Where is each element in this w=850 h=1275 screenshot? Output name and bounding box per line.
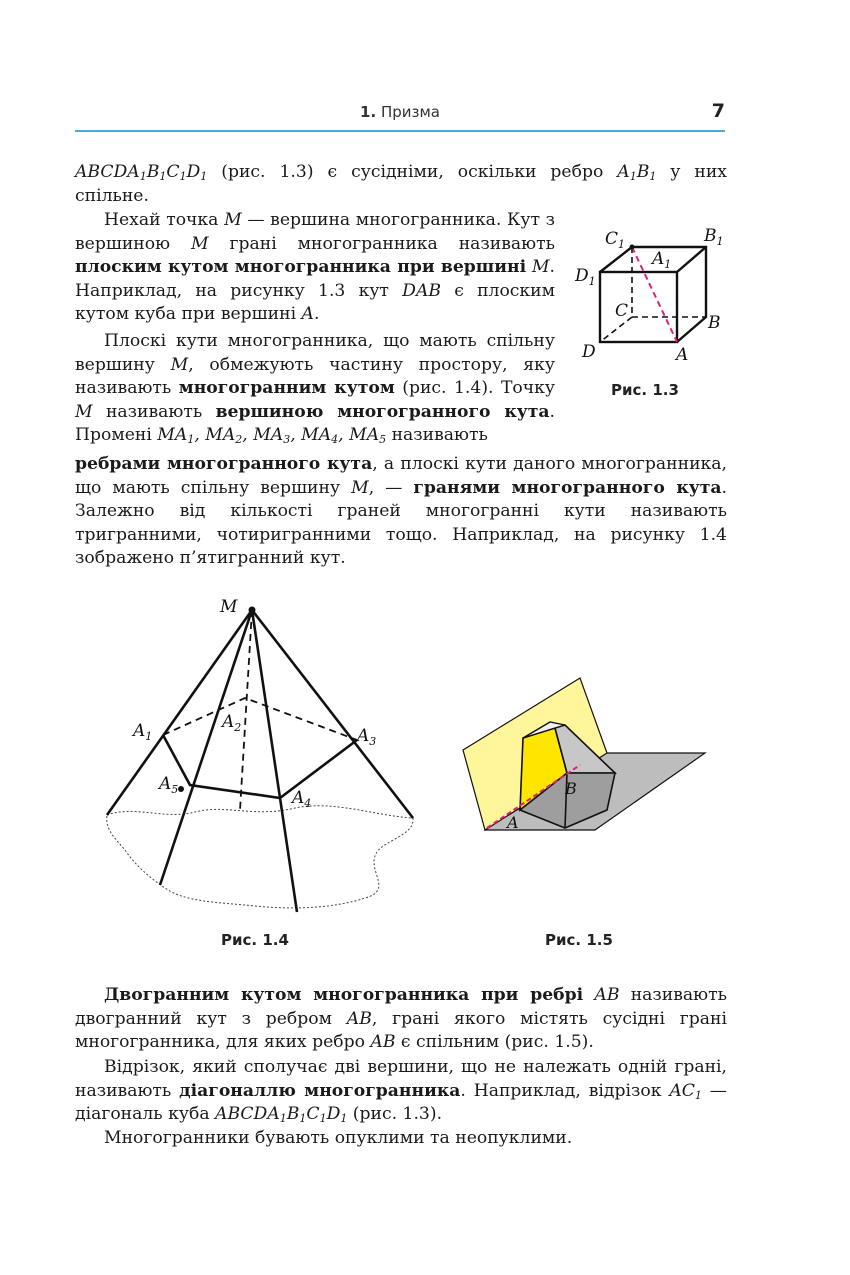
svg-text:A1: $A_1$ (652, 249, 672, 271)
paragraph-6: Многогранники бувають опуклими та неопуклими. (104, 1128, 573, 1148)
running-header (75, 100, 725, 132)
svg-text:M: M (220, 597, 238, 617)
svg-text:A4: $A_4$ (292, 788, 312, 810)
svg-text:A1: $A_1$ (133, 721, 153, 743)
paragraph-4: Двогранним кутом многогранника при ребрі AB називають двогранний кут з ребром AB, грані якого містять сусідні грані многогранника, для яких ребро AB є спільним (рис. 1.5). (75, 985, 728, 1052)
svg-text:D1: $D_1$ (575, 266, 596, 288)
term-plane-angle: плоским кутом многогранника при вершині (75, 257, 527, 277)
paragraph-2: Нехай точка M — вершина многогранника. Кут з вершиною M грані многогранника називають плоским кутом многогранника при вершині M. Наприклад, на рисунку 1.3 кут DAB є плоским кутом куба при вершині A. (75, 210, 556, 324)
svg-text:A3: $A_3$ (357, 726, 377, 748)
svg-text:B1: $B_1$ (704, 226, 724, 248)
paragraph-5: Відрізок, який сполучає дві вершини, що не належать одній грані, називають діагоналлю многогранника. Наприклад, відрізок $AC_1$ — діагональ куба $ABCDA_1B_1C_1D_1$ (рис. 1.3). (75, 1057, 727, 1125)
svg-text:B: B (708, 313, 721, 333)
paragraph-1: $ABCDA_1B_1C_1D_1$ (рис. 1.3) є сусідніми, оскільки ребро $A_1B_1$ у них спільне. (75, 162, 727, 206)
term-polyhedral-angle: многогранним кутом (178, 378, 395, 398)
svg-text:B: B (565, 779, 577, 798)
term-vertex: вершиною многогранного кута (215, 401, 550, 422)
figure-1-5-dihedral-angle (455, 670, 715, 840)
figure-1-4-caption: Рис. 1.4 (221, 931, 289, 949)
figure-1-3-cube (570, 222, 730, 367)
page-number: 7 (711, 100, 725, 122)
svg-text:D: D (582, 342, 596, 362)
paragraph-3: Плоскі кути многогранника, що мають спільну вершину M, обмежують частину простору, яку називають многогранним кутом (рис. 1.4). Точку M називають вершиною многогранного кута. Промені $MA_1$, $MA_2$, $MA_3$, $MA_4$, $MA_5$ називають (75, 331, 556, 446)
paragraph-3-cont: ребрами многогранного кута, а плоскі кути даного многогранника, що мають спільну вершину M, — гранями многогранного кута. Залежно від кількості граней многогранні кути називають тригранними, чотиригранними тощо. Наприклад, на рисунку 1.4 зображено п’ятигранний кут. (75, 454, 728, 568)
svg-text:A: A (676, 345, 689, 365)
svg-text:A2: $A_2$ (222, 712, 242, 734)
term-faces: гранями многогранного кута (413, 477, 722, 498)
term-edges: ребрами многогранного кута (75, 454, 373, 474)
svg-text:C1: $C_1$ (605, 229, 626, 251)
figure-1-3-caption: Рис. 1.3 (611, 381, 679, 399)
term-dihedral-angle: Двогранним кутом многогранника при ребрі (104, 985, 584, 1005)
svg-text:A: A (507, 813, 519, 832)
chapter-title: 1. Призма (360, 103, 440, 121)
figure-1-5-caption: Рис. 1.5 (545, 931, 613, 949)
figure-1-4-polyhedral-angle (95, 590, 425, 920)
svg-text:A5: $A_5$ (159, 774, 179, 796)
term-diagonal: діагоналлю многогранника (179, 1080, 461, 1101)
svg-text:C: C (615, 301, 629, 321)
